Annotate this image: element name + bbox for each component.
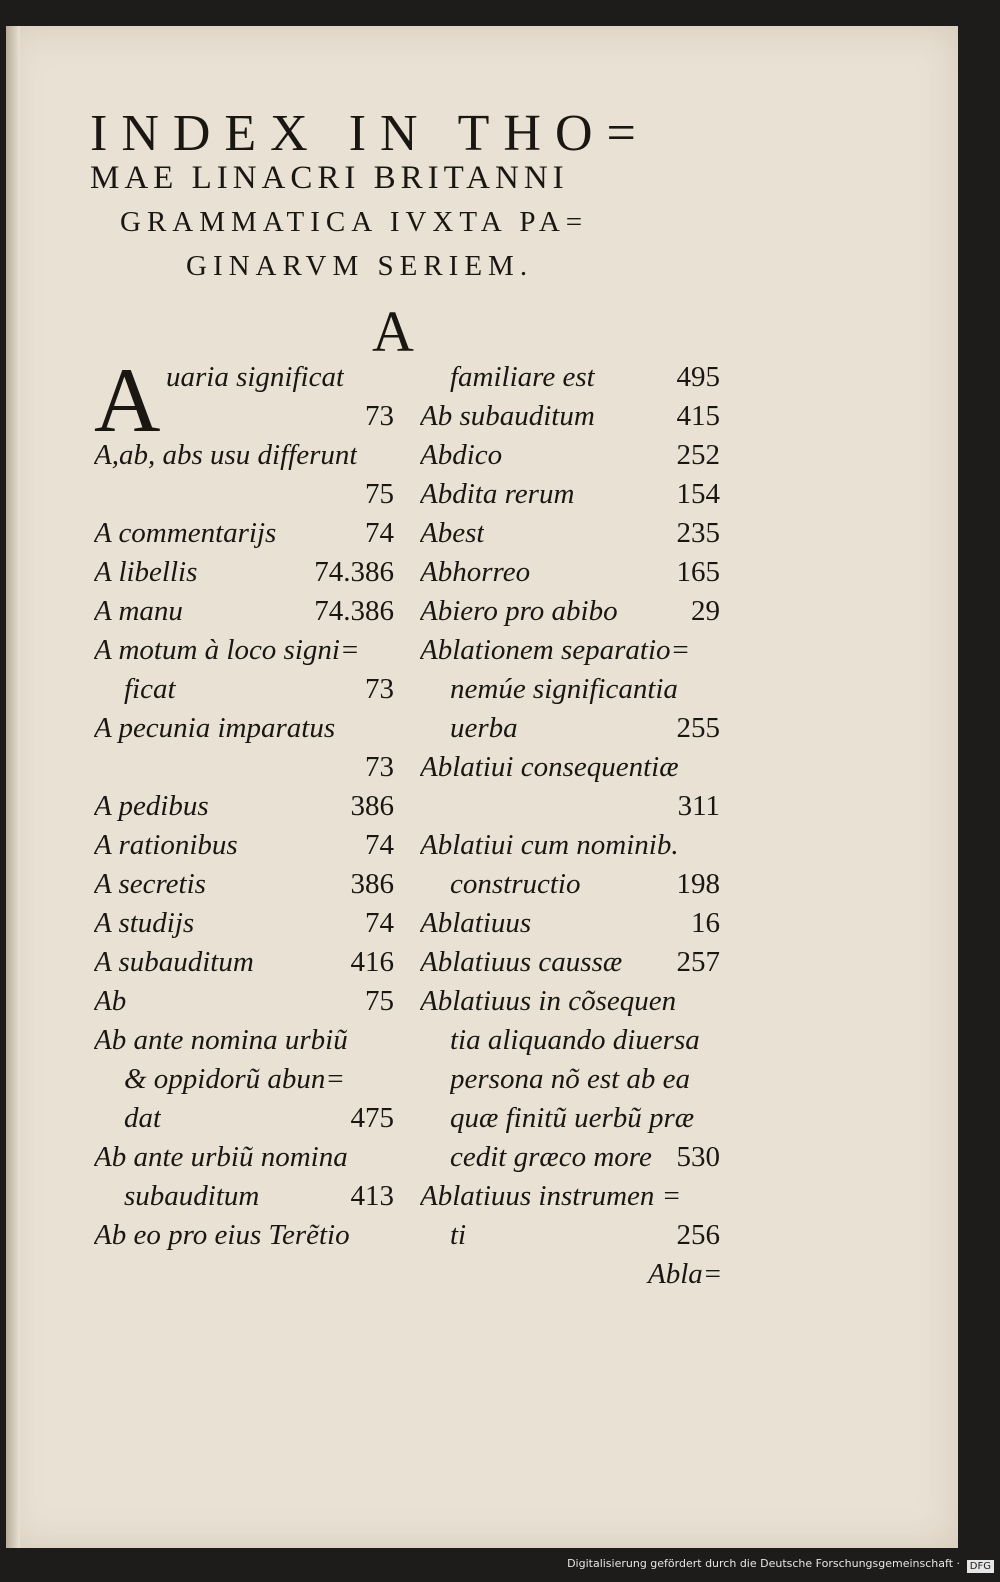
entry-page-number: 416 — [350, 946, 394, 978]
index-entry — [94, 904, 394, 943]
entry-term: A libellis — [94, 556, 198, 588]
entry-term: A studijs — [94, 907, 195, 939]
index-entry — [94, 1060, 394, 1099]
index-entry — [420, 358, 720, 397]
entry-term: Abdico — [420, 439, 503, 471]
entry-term: dat — [124, 1102, 162, 1134]
entry-term: Ablatiui cum nominib. — [420, 829, 679, 861]
index-entry — [94, 631, 394, 670]
entry-page-number: 74 — [365, 907, 394, 939]
entry-term: & oppidorũ abun= — [124, 1063, 345, 1095]
entry-page-number: 16 — [691, 907, 720, 939]
catchword: Abla= — [648, 1258, 723, 1290]
entry-term: Ab ante urbiũ nomina — [94, 1141, 348, 1173]
entry-term: persona nõ est ab ea — [450, 1063, 691, 1095]
entry-page-number: 74.386 — [314, 556, 394, 588]
entry-page-number: 29 — [691, 595, 720, 627]
index-entry — [94, 358, 394, 397]
index-entry — [420, 1138, 720, 1177]
index-entry — [94, 982, 394, 1021]
index-entry — [94, 592, 394, 631]
index-entry — [94, 1216, 394, 1255]
entry-term: Ab ante nomina urbiũ — [94, 1024, 348, 1056]
index-entry — [420, 631, 720, 670]
title-line-4: GINARVM SERIEM. — [186, 250, 534, 282]
entry-term: A pecunia imparatus — [94, 712, 336, 744]
section-letter: A — [372, 299, 414, 364]
entry-page-number: 75 — [365, 985, 394, 1017]
entry-page-number: 255 — [676, 712, 720, 744]
index-entry — [94, 709, 394, 748]
entry-term: Ab — [94, 985, 127, 1017]
entry-term: constructio — [450, 868, 581, 900]
index-entry — [420, 1177, 720, 1216]
index-entry — [420, 1021, 720, 1060]
entry-page-number: 74 — [365, 829, 394, 861]
entry-term: A motum à loco signi= — [94, 634, 360, 666]
title-line-1: INDEX IN THO= — [90, 105, 650, 162]
index-entry — [94, 670, 394, 709]
index-entry — [420, 1099, 720, 1138]
entry-page-number: 413 — [350, 1180, 394, 1212]
entry-term: A subauditum — [94, 946, 254, 978]
entry-term: cedit græco more — [450, 1141, 652, 1173]
index-entry — [94, 514, 394, 553]
entry-term: Ablatiui consequentiæ — [420, 751, 679, 783]
entry-term: A rationibus — [94, 829, 238, 861]
index-entry — [420, 475, 720, 514]
index-entry — [94, 943, 394, 982]
index-entry — [420, 943, 720, 982]
entry-page-number: 165 — [676, 556, 720, 588]
index-entry — [420, 553, 720, 592]
index-column-left — [94, 349, 394, 1255]
index-entry — [94, 475, 394, 514]
title-line-2: MAE LINACRI BRITANNI — [90, 160, 569, 196]
index-entry — [94, 826, 394, 865]
index-entry — [420, 826, 720, 865]
entry-term: A commentarijs — [94, 517, 277, 549]
entry-term: tia aliquando diuersa — [450, 1024, 700, 1056]
entry-term: quæ finitũ uerbũ præ — [450, 1102, 695, 1134]
index-entry — [94, 397, 394, 436]
index-entry — [420, 514, 720, 553]
entry-page-number: 495 — [676, 361, 720, 393]
entry-term: Ablationem separatio= — [420, 634, 691, 666]
entry-term: Ablatiuus instrumen = — [420, 1180, 682, 1212]
entry-term: A pedibus — [94, 790, 209, 822]
entry-page-number: 74.386 — [314, 595, 394, 627]
index-entry — [420, 592, 720, 631]
entry-term: uaria significat — [166, 361, 345, 393]
drop-cap: A — [94, 349, 161, 451]
index-entry — [420, 670, 720, 709]
entry-term: subauditum — [124, 1180, 260, 1212]
index-entry — [420, 748, 720, 787]
entry-page-number: 415 — [676, 400, 720, 432]
index-entry — [94, 553, 394, 592]
entry-term: Abhorreo — [420, 556, 531, 588]
entry-term: Ablatiuus caussæ — [420, 946, 623, 978]
entry-page-number: 75 — [365, 478, 394, 510]
entry-term: uerba — [450, 712, 518, 744]
entry-page-number: 475 — [350, 1102, 394, 1134]
entry-term: familiare est — [450, 361, 595, 393]
entry-term: A,ab, abs usu differunt — [94, 439, 358, 471]
index-entry — [94, 1138, 394, 1177]
index-entry — [420, 436, 720, 475]
entry-term: Abdita rerum — [420, 478, 575, 510]
entry-page-number: 73 — [365, 400, 394, 432]
title-line-3: GRAMMATICA IVXTA PA= — [120, 206, 589, 238]
index-entry — [420, 787, 720, 826]
entry-term: A manu — [94, 595, 183, 627]
index-entry — [94, 1099, 394, 1138]
index-entry — [94, 1021, 394, 1060]
index-entry — [420, 904, 720, 943]
digitization-credit: Digitalisierung gefördert durch die Deutsche Forschungsgemeinschaft · — [567, 1557, 960, 1570]
entry-page-number: 235 — [676, 517, 720, 549]
entry-page-number: 257 — [676, 946, 720, 978]
entry-page-number: 73 — [365, 673, 394, 705]
entry-term: Ab subauditum — [420, 400, 595, 432]
entry-page-number: 154 — [676, 478, 720, 510]
index-entry — [420, 1216, 720, 1255]
entry-page-number: 252 — [676, 439, 720, 471]
entry-term: Abiero pro abibo — [420, 595, 618, 627]
entry-page-number: 198 — [676, 868, 720, 900]
index-entry — [420, 397, 720, 436]
index-entry — [420, 709, 720, 748]
page-gutter — [6, 26, 20, 1548]
dfg-logo: DFG — [967, 1560, 994, 1573]
entry-page-number: 530 — [676, 1141, 720, 1173]
index-column-right — [420, 358, 720, 1255]
entry-page-number: 386 — [350, 790, 394, 822]
entry-term: A secretis — [94, 868, 206, 900]
index-entry — [94, 436, 394, 475]
entry-page-number: 311 — [677, 790, 720, 822]
entry-term: Ab eo pro eius Terẽtio — [94, 1219, 350, 1251]
entry-term: Ablatiuus in cõsequen — [420, 985, 677, 1017]
entry-page-number: 256 — [676, 1219, 720, 1251]
entry-page-number: 73 — [365, 751, 394, 783]
entry-term: ti — [450, 1219, 467, 1251]
index-entry — [94, 1177, 394, 1216]
index-entry — [94, 748, 394, 787]
index-entry — [94, 787, 394, 826]
index-entry — [420, 865, 720, 904]
index-entry — [420, 982, 720, 1021]
entry-page-number: 386 — [350, 868, 394, 900]
entry-term: Abest — [420, 517, 485, 549]
index-entry — [94, 865, 394, 904]
index-entry — [420, 1060, 720, 1099]
entry-term: Ablatiuus — [420, 907, 532, 939]
entry-term: ficat — [124, 673, 176, 705]
entry-page-number: 74 — [365, 517, 394, 549]
entry-term: nemúe significantia — [450, 673, 678, 705]
